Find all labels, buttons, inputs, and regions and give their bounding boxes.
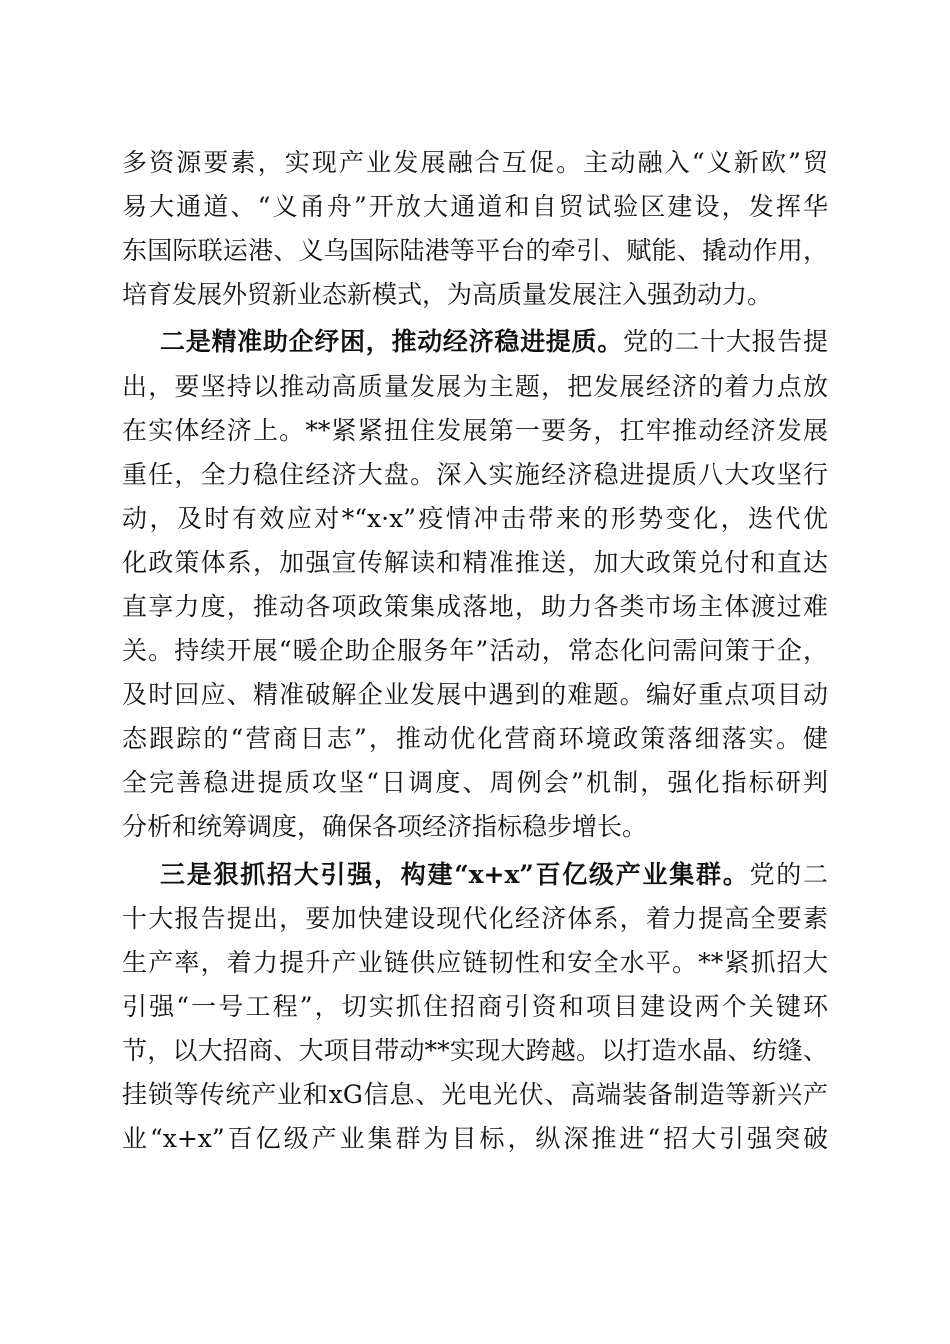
- paragraph-1-line-3: 东国际联运港、义乌国际陆港等平台的牵引、赋能、撬动作用，: [122, 236, 828, 265]
- paragraph-3-first-line: [160, 855, 828, 895]
- paragraph-3-line-5: 节，以大招商、大项目带动**实现大跨越。以打造水晶、纺缝、: [122, 1036, 828, 1065]
- paragraph-2-line-7: 直享力度，推动各项政策集成落地，助力各类市场主体渡过难: [122, 592, 828, 621]
- paragraph-1-line-4: 培育发展外贸新业态新模式，为高质量发展注入强劲动力。: [122, 280, 773, 309]
- paragraph-3-line-7: 业“x+x”百亿级产业集群为目标，纵深推进“招大引强突破: [122, 1124, 828, 1153]
- paragraph-2-line-11: 全完善稳进提质攻坚“日调度、周例会”机制，强化指标研判: [122, 768, 828, 797]
- paragraph-2-line-9: 及时回应、精准破解企业发展中遇到的难题。编好重点项目动: [122, 680, 828, 709]
- paragraph-2-line-6: 化政策体系，加强宣传解读和精准推送，加大政策兑付和直达: [122, 548, 828, 577]
- paragraph-1-line-2: 易大通道、“义甬舟”开放大通道和自贸试验区建设，发挥华: [122, 192, 828, 221]
- paragraph-3-line-3: 生产率，着力提升产业链供应链韧性和安全水平。**紧抓招大: [122, 948, 828, 977]
- paragraph-2-line-4: 重任，全力稳住经济大盘。深入实施经济稳进提质八大攻坚行: [122, 460, 828, 489]
- paragraph-2-line-8: 关。持续开展“暖企助企服务年”活动，常态化问需问策于企，: [122, 636, 828, 665]
- paragraph-2-lead: 二是精准助企纾困，推动经济稳进提质。: [160, 327, 623, 356]
- paragraph-2-line-12: 分析和统筹调度，确保各项经济指标稳步增长。: [122, 812, 648, 841]
- paragraph-1-line-1: 多资源要素，实现产业发展融合互促。主动融入“义新欧”贸: [122, 148, 828, 177]
- paragraph-2-first-rest: 党的二十大报告提: [622, 327, 828, 356]
- paragraph-2-line-2: 出，要坚持以推动高质量发展为主题，把发展经济的着力点放: [122, 372, 828, 401]
- paragraph-3-line-4: 引强“一号工程”，切实抓住招商引资和项目建设两个关键环: [122, 992, 828, 1021]
- paragraph-3-lead: 三是狠抓招大引强，构建“x+x”百亿级产业集群。: [160, 860, 750, 889]
- paragraph-2-line-5: 动，及时有效应对*“x·x”疫情冲击带来的形势变化，迭代优: [122, 504, 828, 533]
- paragraph-3-first-rest: 党的二: [749, 860, 828, 889]
- paragraph-3-line-6: 挂锁等传统产业和xG信息、光电光伏、高端装备制造等新兴产: [122, 1080, 828, 1109]
- paragraph-3-line-2: 十大报告提出，要加快建设现代化经济体系，着力提高全要素: [122, 904, 828, 933]
- paragraph-2-line-3: 在实体经济上。**紧紧扭住发展第一要务，扛牢推动经济发展: [122, 416, 828, 445]
- paragraph-2-line-10: 态跟踪的“营商日志”，推动优化营商环境政策落细落实。健: [122, 724, 828, 753]
- paragraph-2-first-line: [160, 322, 828, 362]
